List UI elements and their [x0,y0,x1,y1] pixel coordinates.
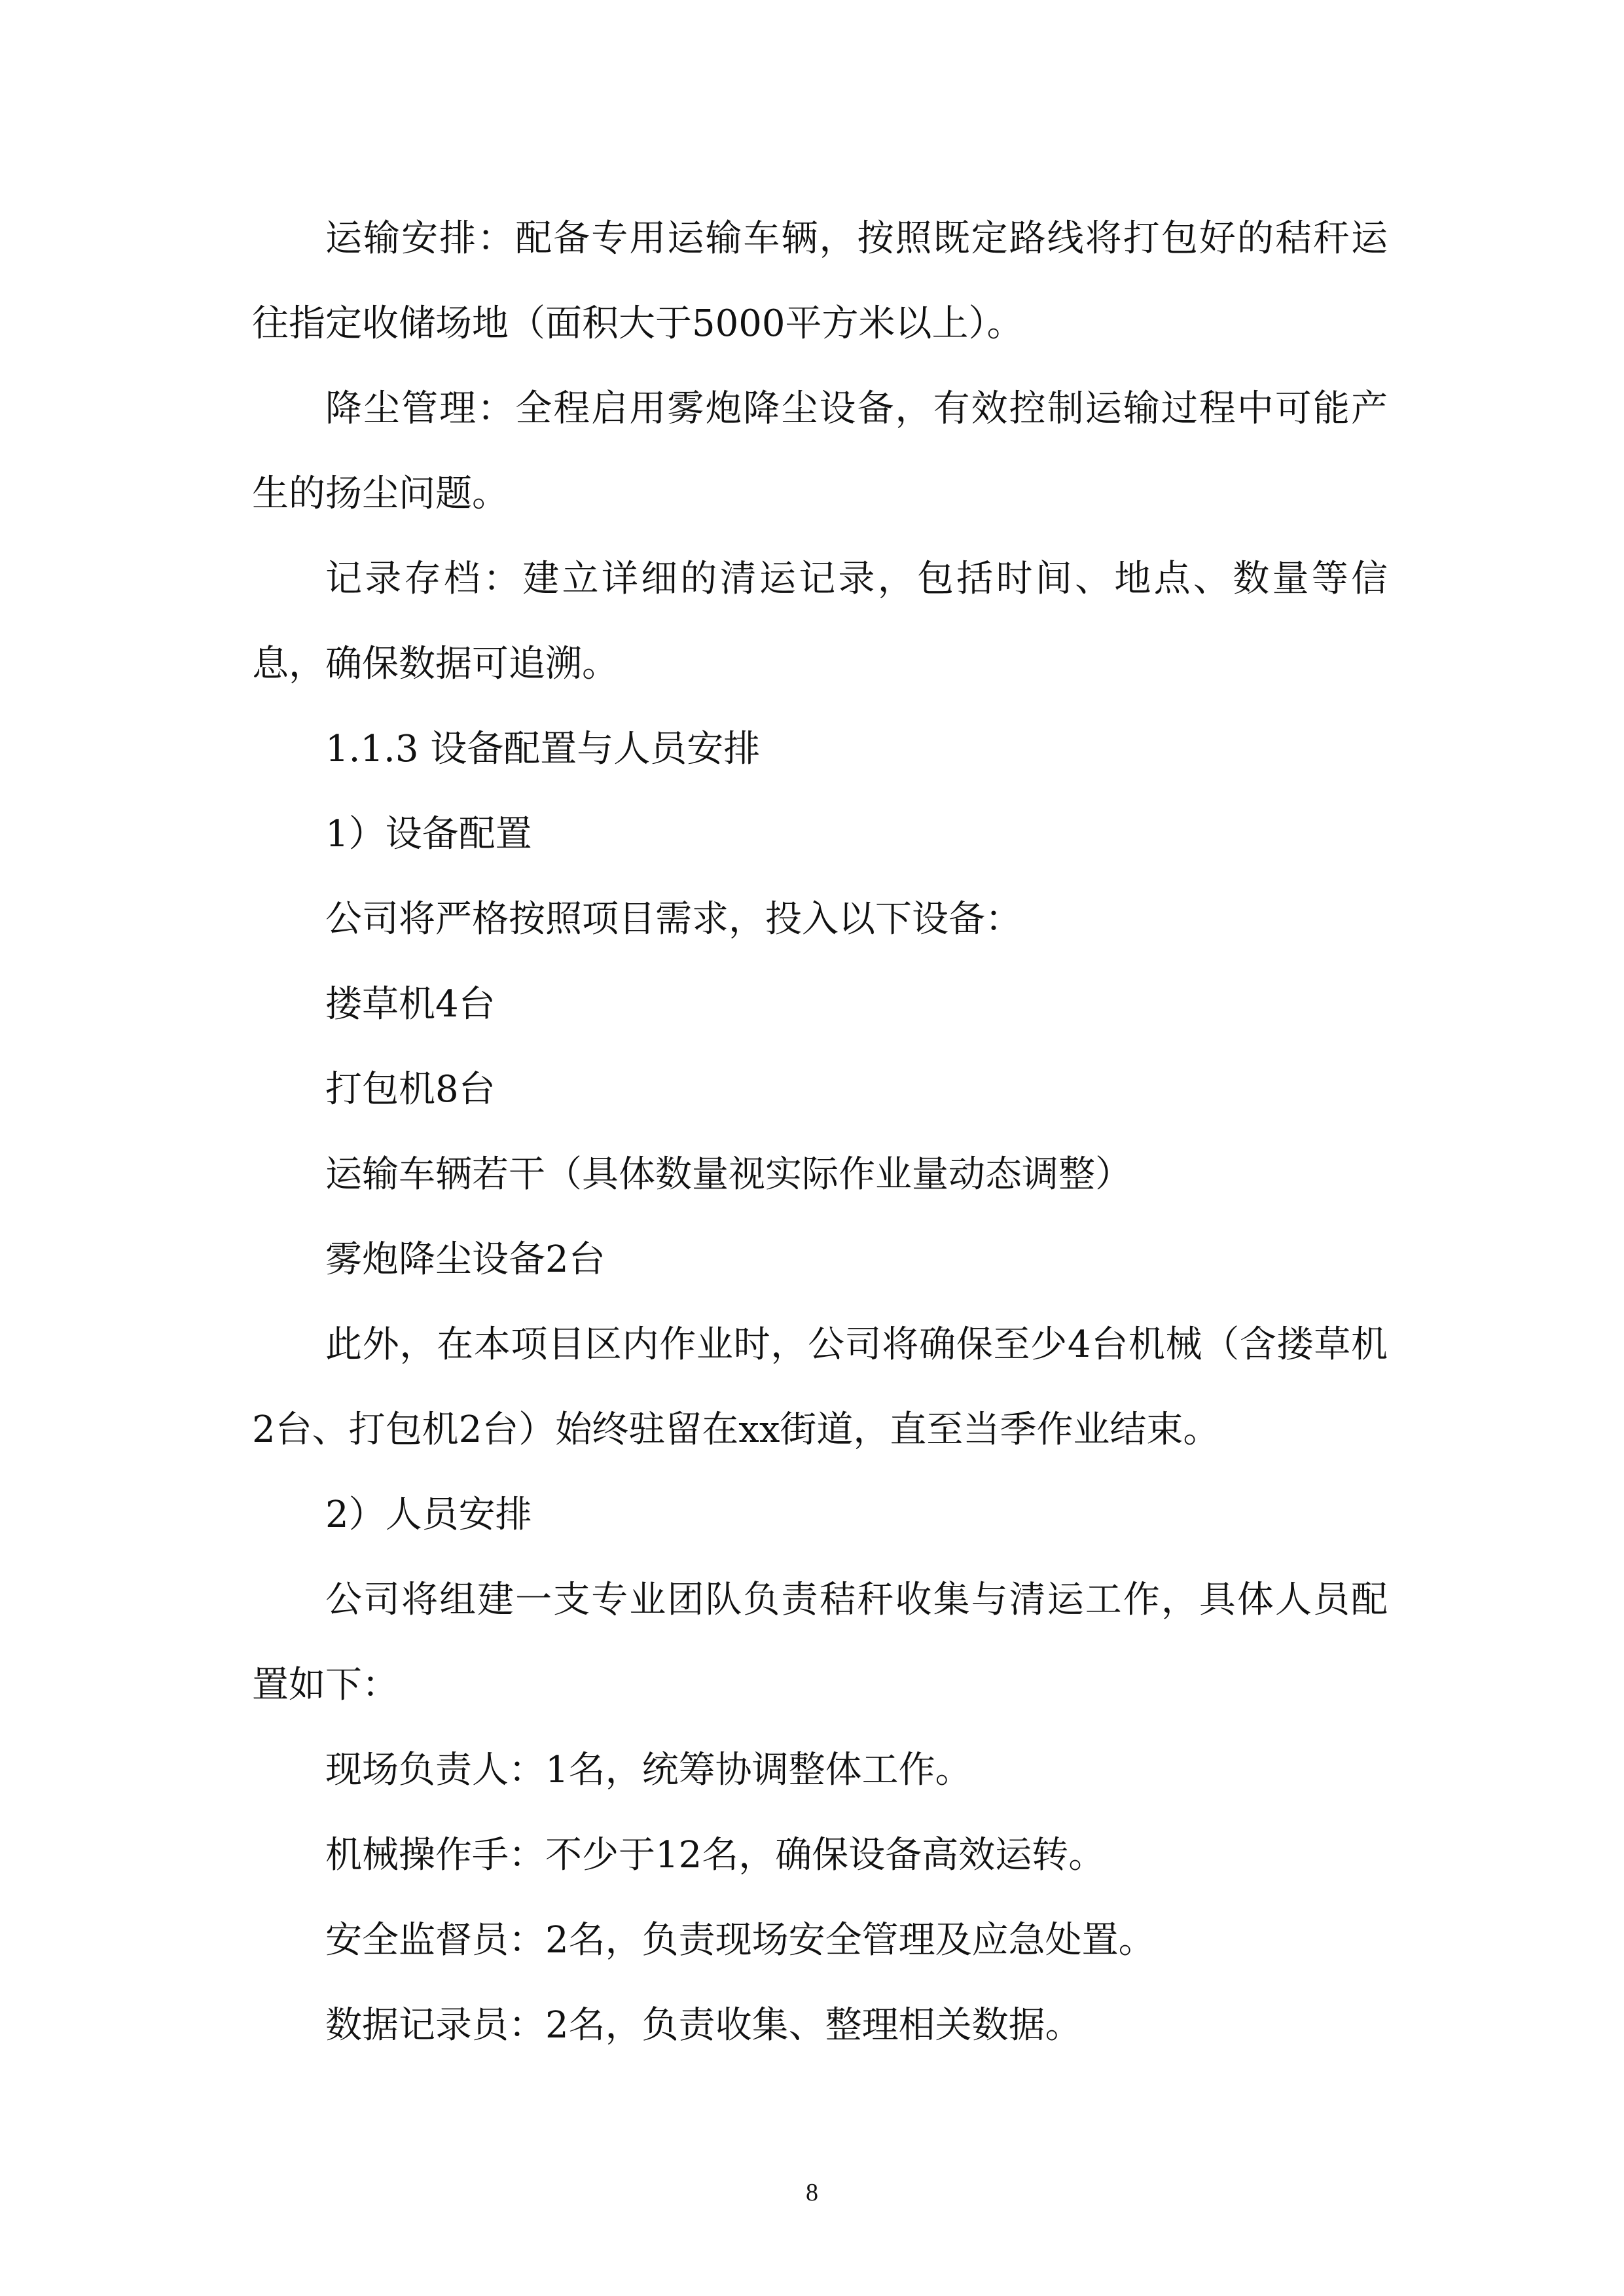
subheading-personnel-arrangement: 2）人员安排 [325,1494,532,1536]
page-number: 8 [806,2179,818,2206]
list-item-safety-supervisors: 安全监督员：2名，负责现场安全管理及应急处置。 [325,1919,1155,1962]
paragraph-transport-arrangement: 运输安排：配备专用运输车辆，按照既定路线将打包好的秸秆运往指定收储场地（面积大于5000平方米以上）。 [252,217,1388,345]
document-body [252,196,1388,2068]
list-item-site-manager: 现场负责人：1名，统筹协调整体工作。 [325,1749,972,1791]
paragraph-dust-management: 降尘管理：全程启用雾炮降尘设备，有效控制运输过程中可能产生的扬尘问题。 [252,387,1388,515]
subheading-equipment-config: 1）设备配置 [325,813,532,855]
list-item-rake-machine: 搂草机4台 [325,983,496,1026]
paragraph-record-archive: 记录存档：建立详细的清运记录，包括时间、地点、数量等信息，确保数据可追溯。 [252,558,1388,685]
paragraph-machine-stationing: 此外，在本项目区内作业时，公司将确保至少4台机械（含搂草机2台、打包机2台）始终驻留在xx街道，直至当季作业结束。 [252,1323,1388,1451]
list-item-data-recorders: 数据记录员：2名，负责收集、整理相关数据。 [325,2004,1082,2047]
list-item-baler: 打包机8台 [325,1068,496,1111]
list-item-machine-operators: 机械操作手：不少于12名，确保设备高效运转。 [325,1834,1106,1876]
list-item-fog-cannon: 雾炮降尘设备2台 [325,1238,605,1281]
paragraph-equipment-intro: 公司将严格按照项目需求，投入以下设备： [325,898,1022,941]
section-heading-equipment-personnel: 1.1.3 设备配置与人员安排 [325,728,761,770]
list-item-transport-vehicles: 运输车辆若干（具体数量视实际作业量动态调整） [325,1153,1132,1196]
paragraph-team-intro: 公司将组建一支专业团队负责秸秆收集与清运工作，具体人员配置如下： [252,1579,1388,1706]
